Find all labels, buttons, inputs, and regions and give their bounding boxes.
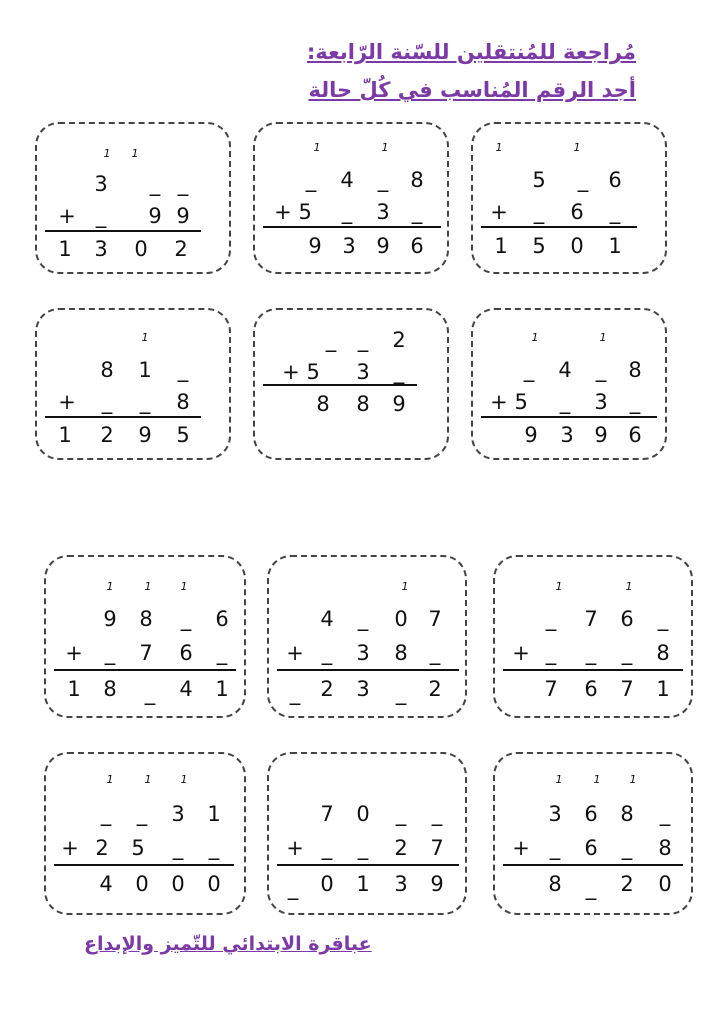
digit: 4 <box>558 358 572 382</box>
result-digit: 9 <box>392 392 406 416</box>
digit: 0 <box>356 802 370 826</box>
blank-digit: _ <box>377 168 389 192</box>
addend-start: + 5 <box>490 390 528 414</box>
result-digit: 7 <box>620 677 634 701</box>
digit: 3 <box>171 802 185 826</box>
digit: 3 <box>94 172 108 196</box>
blank-digit: _ <box>321 641 333 665</box>
blank-digit: _ <box>136 802 148 826</box>
carry-digit: 1 <box>629 773 637 786</box>
digit: 6 <box>620 607 634 631</box>
blank-digit: _ <box>393 360 405 384</box>
addition-card <box>44 555 246 718</box>
digit: 8 <box>658 836 672 860</box>
digit: 4 <box>340 168 354 192</box>
digit: 1 <box>138 358 152 382</box>
blank-digit: _ <box>139 390 151 414</box>
digit: 8 <box>656 641 670 665</box>
carry-digit: 1 <box>555 580 563 593</box>
blank-digit: _ <box>523 358 535 382</box>
result-digit: 8 <box>548 872 562 896</box>
result-digit: 1 <box>494 234 508 258</box>
plus-sign: + <box>58 204 76 228</box>
result-digit: 8 <box>316 392 330 416</box>
result-digit: 4 <box>99 872 113 896</box>
worksheet-title: مُراجعة للمُنتقلين للسّنة الرّابعة: <box>306 40 636 64</box>
blank-digit: _ <box>180 607 192 631</box>
digit: 6 <box>179 641 193 665</box>
sum-line <box>45 416 201 418</box>
blank-digit: _ <box>621 641 633 665</box>
digit: 7 <box>430 836 444 860</box>
digit: 6 <box>584 802 598 826</box>
digit: 2 <box>392 328 406 352</box>
result-digit: 0 <box>207 872 221 896</box>
carry-digit: 1 <box>593 773 601 786</box>
sum-line <box>277 864 459 866</box>
result-digit: 9 <box>430 872 444 896</box>
digit: 5 <box>532 168 546 192</box>
addend-start: + 5 <box>282 360 320 384</box>
blank-digit: _ <box>172 836 184 860</box>
result-digit: 0 <box>135 872 149 896</box>
digit: 6 <box>215 607 229 631</box>
addend-start: + 5 <box>274 200 312 224</box>
blank-digit: _ <box>216 641 228 665</box>
result-digit: 8 <box>103 677 117 701</box>
blank-digit: _ <box>657 607 669 631</box>
carry-digit: 1 <box>599 331 607 344</box>
digit: 6 <box>570 200 584 224</box>
footer-signature: عباقرة الابتدائي للتّميز والإبداع <box>84 933 372 955</box>
digit: 3 <box>594 390 608 414</box>
digit: 9 <box>148 204 162 228</box>
blank-digit: _ <box>577 168 589 192</box>
carry-digit: 1 <box>106 773 114 786</box>
result-digit: 2 <box>320 677 334 701</box>
carry-digit: 1 <box>131 147 139 160</box>
blank-digit: _ <box>149 172 161 196</box>
sum-line <box>481 226 637 228</box>
sum-line <box>503 669 683 671</box>
blank-digit: _ <box>101 390 113 414</box>
plus-sign: + <box>512 836 530 860</box>
result-digit: 9 <box>524 423 538 447</box>
blank-digit: _ <box>289 681 301 705</box>
result-digit: 0 <box>171 872 185 896</box>
plus-sign: + <box>65 641 83 665</box>
carry-digit: 1 <box>144 773 152 786</box>
digit: 2 <box>394 836 408 860</box>
sum-line <box>263 384 417 386</box>
blank-digit: _ <box>411 200 423 224</box>
addition-card <box>493 555 693 718</box>
digit: 8 <box>394 641 408 665</box>
blank-digit: _ <box>177 358 189 382</box>
blank-digit: _ <box>144 681 156 705</box>
blank-digit: _ <box>585 876 597 900</box>
sum-line <box>45 230 201 232</box>
digit: 7 <box>428 607 442 631</box>
result-digit: 1 <box>58 423 72 447</box>
sum-line <box>54 864 234 866</box>
carry-digit: 1 <box>103 147 111 160</box>
result-digit: 0 <box>570 234 584 258</box>
digit: 3 <box>356 641 370 665</box>
result-digit: 9 <box>308 234 322 258</box>
blank-digit: _ <box>357 836 369 860</box>
blank-digit: _ <box>287 876 299 900</box>
blank-digit: _ <box>177 172 189 196</box>
addition-card <box>253 308 449 460</box>
digit: 1 <box>207 802 221 826</box>
blank-digit: _ <box>431 802 443 826</box>
result-digit: 0 <box>658 872 672 896</box>
result-digit: 6 <box>584 677 598 701</box>
sum-line <box>263 226 441 228</box>
addition-card <box>253 122 449 274</box>
carry-digit: 1 <box>180 580 188 593</box>
digit: 0 <box>394 607 408 631</box>
digit: 9 <box>103 607 117 631</box>
result-digit: 2 <box>100 423 114 447</box>
blank-digit: _ <box>545 607 557 631</box>
result-digit: 9 <box>138 423 152 447</box>
digit: 7 <box>320 802 334 826</box>
blank-digit: _ <box>305 168 317 192</box>
result-digit: 3 <box>394 872 408 896</box>
blank-digit: _ <box>659 802 671 826</box>
result-digit: 4 <box>179 677 193 701</box>
plus-sign: + <box>58 390 76 414</box>
result-digit: 0 <box>134 237 148 261</box>
result-digit: 2 <box>620 872 634 896</box>
blank-digit: _ <box>321 836 333 860</box>
blank-digit: _ <box>104 641 116 665</box>
digit: 3 <box>356 360 370 384</box>
digit: 8 <box>620 802 634 826</box>
blank-digit: _ <box>629 390 641 414</box>
addition-card <box>35 308 231 460</box>
carry-digit: 1 <box>495 141 503 154</box>
result-digit: 0 <box>320 872 334 896</box>
blank-digit: _ <box>95 204 107 228</box>
addition-card <box>471 308 667 460</box>
plus-sign: + <box>286 641 304 665</box>
result-digit: 7 <box>544 677 558 701</box>
plus-sign: + <box>512 641 530 665</box>
result-digit: 2 <box>428 677 442 701</box>
digit: 3 <box>376 200 390 224</box>
carry-digit: 1 <box>401 580 409 593</box>
result-digit: 3 <box>94 237 108 261</box>
digit: 5 <box>131 836 145 860</box>
blank-digit: _ <box>100 802 112 826</box>
digit: 9 <box>176 204 190 228</box>
result-digit: 9 <box>594 423 608 447</box>
digit: 8 <box>410 168 424 192</box>
blank-digit: _ <box>357 328 369 352</box>
result-digit: 5 <box>176 423 190 447</box>
addition-card <box>44 752 246 915</box>
blank-digit: _ <box>609 200 621 224</box>
sum-line <box>481 416 657 418</box>
result-digit: 1 <box>58 237 72 261</box>
plus-sign: + <box>61 836 79 860</box>
carry-digit: 1 <box>141 331 149 344</box>
blank-digit: _ <box>341 200 353 224</box>
result-digit: 9 <box>376 234 390 258</box>
blank-digit: _ <box>357 607 369 631</box>
blank-digit: _ <box>595 358 607 382</box>
result-digit: 2 <box>174 237 188 261</box>
result-digit: 5 <box>532 234 546 258</box>
addition-card <box>471 122 667 274</box>
result-digit: 6 <box>628 423 642 447</box>
carry-digit: 1 <box>180 773 188 786</box>
carry-digit: 1 <box>313 141 321 154</box>
result-digit: 3 <box>342 234 356 258</box>
addition-card <box>493 752 693 915</box>
blank-digit: _ <box>533 200 545 224</box>
digit: 2 <box>95 836 109 860</box>
result-digit: 3 <box>560 423 574 447</box>
digit: 7 <box>584 607 598 631</box>
carry-digit: 1 <box>573 141 581 154</box>
digit: 4 <box>320 607 334 631</box>
addition-card <box>267 555 467 718</box>
carry-digit: 1 <box>625 580 633 593</box>
digit: 8 <box>100 358 114 382</box>
result-digit: 1 <box>608 234 622 258</box>
carry-digit: 1 <box>555 773 563 786</box>
digit: 6 <box>608 168 622 192</box>
sum-line <box>54 669 236 671</box>
blank-digit: _ <box>545 641 557 665</box>
addition-card <box>35 122 231 274</box>
digit: 7 <box>139 641 153 665</box>
digit: 8 <box>176 390 190 414</box>
plus-sign: + <box>490 200 508 224</box>
result-digit: 3 <box>356 677 370 701</box>
blank-digit: _ <box>395 802 407 826</box>
result-digit: 8 <box>356 392 370 416</box>
plus-sign: + <box>286 836 304 860</box>
blank-digit: _ <box>429 641 441 665</box>
blank-digit: _ <box>621 836 633 860</box>
blank-digit: _ <box>559 390 571 414</box>
carry-digit: 1 <box>381 141 389 154</box>
result-digit: 1 <box>67 677 81 701</box>
digit: 3 <box>548 802 562 826</box>
blank-digit: _ <box>395 681 407 705</box>
digit: 8 <box>628 358 642 382</box>
addition-card <box>267 752 467 915</box>
digit: 8 <box>139 607 153 631</box>
result-digit: 1 <box>356 872 370 896</box>
digit: 6 <box>584 836 598 860</box>
sum-line <box>503 864 683 866</box>
result-digit: 6 <box>410 234 424 258</box>
carry-digit: 1 <box>531 331 539 344</box>
result-digit: 1 <box>656 677 670 701</box>
carry-digit: 1 <box>144 580 152 593</box>
result-digit: 1 <box>215 677 229 701</box>
blank-digit: _ <box>325 328 337 352</box>
sum-line <box>277 669 459 671</box>
carry-digit: 1 <box>106 580 114 593</box>
blank-digit: _ <box>549 836 561 860</box>
blank-digit: _ <box>585 641 597 665</box>
worksheet-instruction: أجد الرقم المُناسب في كُلّ حالة <box>308 78 636 102</box>
blank-digit: _ <box>208 836 220 860</box>
